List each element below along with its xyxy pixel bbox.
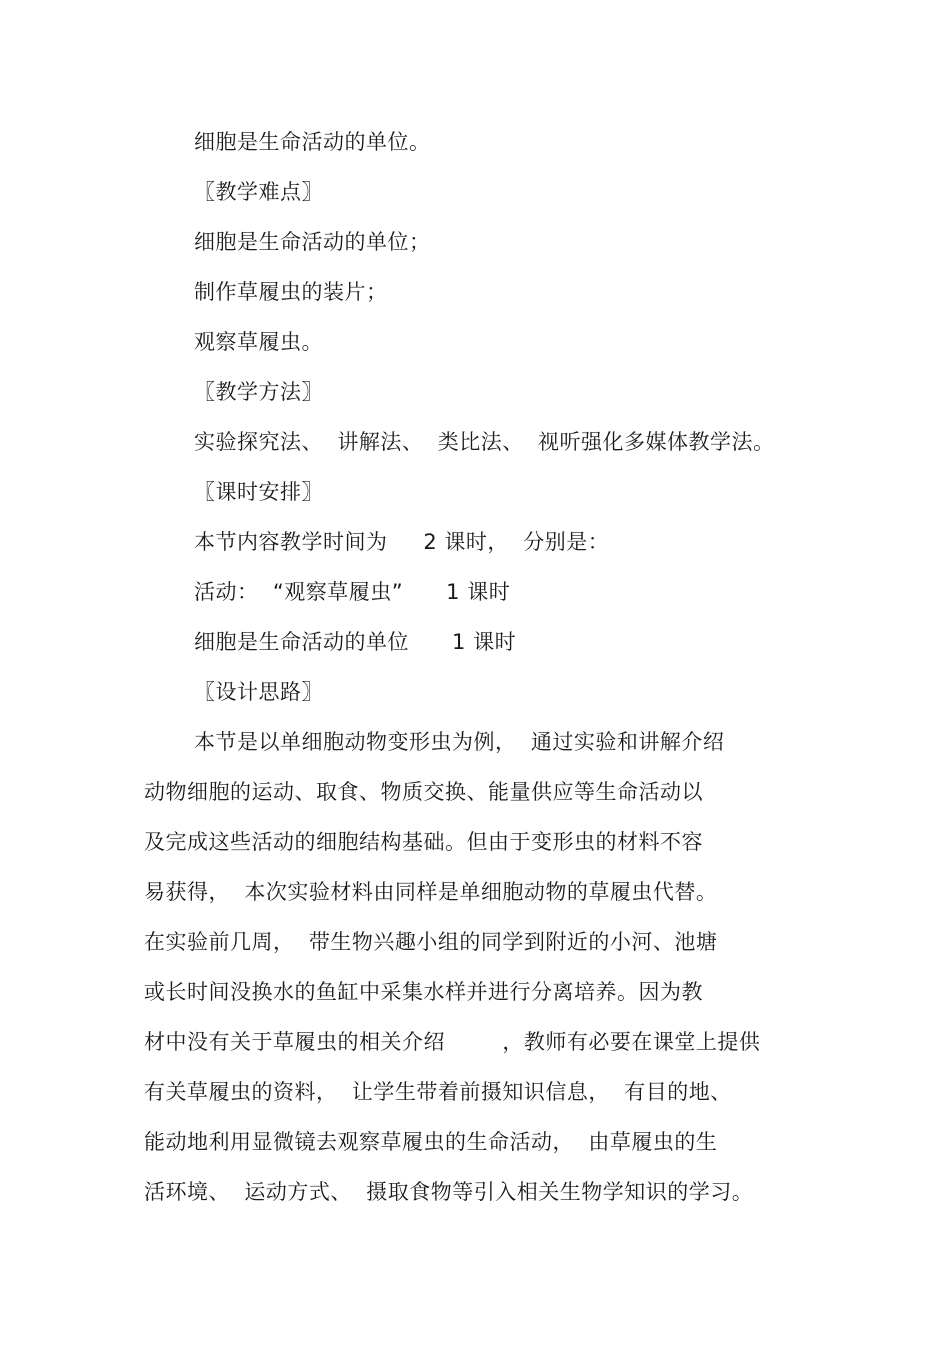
paragraph-line: 有关草履虫的资料， 让学生带着前摄知识信息， 有目的地、 (144, 1080, 732, 1104)
paragraph-line: 或长时间没换水的鱼缸中采集水样并进行分离培养。因为教 (144, 980, 703, 1004)
paragraph-line: 活环境、 运动方式、 摄取食物等引入相关生物学知识的学习。 (144, 1180, 754, 1204)
text-line: 实验探究法、 讲解法、 类比法、 视听强化多媒体教学法。 (194, 430, 775, 454)
text-line: 细胞是生命活动的单位 1 课时 (194, 630, 517, 654)
text-line: 观察草履虫。 (194, 330, 323, 354)
text-line: 细胞是生命活动的单位； (194, 230, 431, 254)
paragraph-line: 在实验前几周， 带生物兴趣小组的同学到附近的小河、池塘 (144, 930, 718, 954)
paragraph-line: 及完成这些活动的细胞结构基础。但由于变形虫的材料不容 (144, 830, 703, 854)
paragraph-line: 能动地利用显微镜去观察草履虫的生命活动， 由草履虫的生 (144, 1130, 718, 1154)
paragraph-line: 材中没有关于草履虫的相关介绍 ，教师有必要在课堂上提供 (144, 1030, 761, 1054)
paragraph-line: 动物细胞的运动、取食、物质交换、能量供应等生命活动以 (144, 780, 703, 804)
text-line: 活动： “观察草履虫” 1 课时 (194, 580, 511, 604)
section-heading-schedule: 〖课时安排〗 (194, 480, 323, 504)
section-heading-teaching-difficulties: 〖教学难点〗 (194, 180, 323, 204)
paragraph-line: 本节是以单细胞动物变形虫为例， 通过实验和讲解介绍 (194, 730, 725, 754)
section-heading-teaching-methods: 〖教学方法〗 (194, 380, 323, 404)
text-line: 制作草履虫的装片； (194, 280, 388, 304)
paragraph-line: 易获得， 本次实验材料由同样是单细胞动物的草履虫代替。 (144, 880, 718, 904)
text-line: 细胞是生命活动的单位。 (194, 130, 431, 154)
section-heading-design-ideas: 〖设计思路〗 (194, 680, 323, 704)
text-line: 本节内容教学时间为 2 课时， 分别是： (194, 530, 610, 554)
